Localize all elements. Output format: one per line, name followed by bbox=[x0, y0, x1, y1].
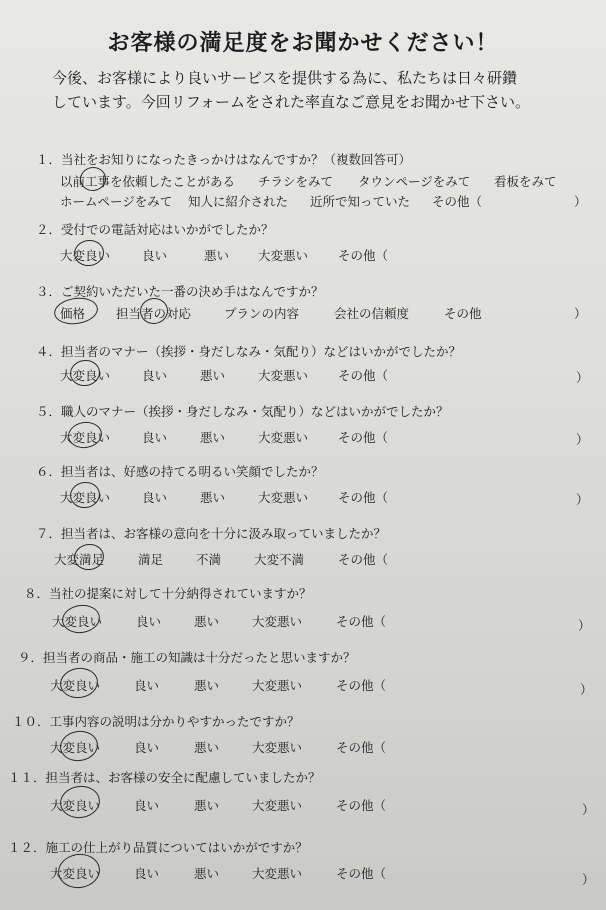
option[interactable]: 良い bbox=[134, 866, 160, 881]
option[interactable]: 大変良い bbox=[50, 798, 101, 813]
option[interactable]: 不満 bbox=[196, 552, 222, 567]
intro-text bbox=[52, 66, 592, 114]
option[interactable]: その他（ bbox=[336, 740, 387, 755]
option[interactable]: 大変良い bbox=[60, 430, 111, 445]
option[interactable]: 大変悪い bbox=[252, 678, 303, 693]
option[interactable]: ホームページをみて bbox=[60, 194, 173, 209]
option[interactable]: 悪い bbox=[194, 866, 220, 881]
option[interactable]: 看板をみて bbox=[494, 174, 557, 189]
option[interactable]: 大変悪い bbox=[258, 248, 309, 263]
option[interactable]: 価格 bbox=[60, 306, 86, 321]
option[interactable]: 良い bbox=[142, 490, 168, 505]
option[interactable]: タウンページをみて bbox=[358, 174, 471, 189]
answer-circle bbox=[58, 666, 100, 701]
question-number: １１． bbox=[8, 770, 46, 785]
option[interactable]: 大変悪い bbox=[252, 798, 303, 813]
option[interactable]: 悪い bbox=[194, 740, 220, 755]
option[interactable]: その他（ bbox=[338, 490, 389, 505]
question-number: ９． bbox=[18, 650, 44, 665]
option[interactable]: その他（ bbox=[338, 552, 389, 567]
option[interactable]: その他（ bbox=[432, 194, 483, 209]
option[interactable]: プランの内容 bbox=[224, 306, 300, 321]
question-text: 担当者のマナー（挨拶・身だしなみ・気配り）などはいかがでしたか？ bbox=[61, 344, 462, 359]
option[interactable]: 良い bbox=[136, 614, 162, 629]
option[interactable]: その他（ bbox=[338, 430, 389, 445]
option[interactable]: 大変悪い bbox=[258, 430, 309, 445]
option[interactable]: その他（ bbox=[336, 678, 387, 693]
option[interactable]: 満足 bbox=[138, 552, 164, 567]
option[interactable]: 大変悪い bbox=[252, 740, 303, 755]
option[interactable]: 大変良い bbox=[52, 614, 103, 629]
option[interactable]: 大変悪い bbox=[252, 614, 303, 629]
option[interactable]: 悪い bbox=[194, 678, 220, 693]
close-paren: ） bbox=[580, 682, 593, 697]
close-paren: ） bbox=[576, 370, 589, 385]
question-text: 担当者は、お客様の意向を十分に汲み取っていましたか？ bbox=[61, 526, 387, 541]
option[interactable]: 大変良い bbox=[60, 248, 111, 263]
option[interactable]: 悪い bbox=[200, 368, 226, 383]
question-text: 担当者の商品・施工の知識は十分だったと思いますか？ bbox=[43, 650, 356, 665]
close-paren: ） bbox=[574, 194, 587, 209]
question-text: 担当者は、お客様の安全に配慮していましたか？ bbox=[45, 770, 321, 785]
option[interactable]: 大変満足 bbox=[54, 552, 105, 567]
option[interactable]: 大変悪い bbox=[258, 490, 309, 505]
option[interactable]: 知人に紹介された bbox=[188, 194, 289, 209]
page-title: お客様の満足度をお聞かせください！ bbox=[107, 31, 499, 56]
option[interactable]: その他 bbox=[444, 306, 482, 321]
option[interactable]: 良い bbox=[142, 430, 168, 445]
question-number: ７． bbox=[36, 526, 62, 541]
option[interactable]: 悪い bbox=[204, 248, 230, 263]
option[interactable]: 良い bbox=[134, 740, 160, 755]
intro-line: 今後、お客様により良いサービスを提供する為に、私たちは日々研鑽 bbox=[52, 69, 518, 87]
option[interactable]: 担当者の対応 bbox=[116, 306, 192, 321]
question-text: 受付での電話対応はいかがでしたか？ bbox=[61, 222, 274, 237]
question-text: 施工の仕上がり品質についてはいかがですか？ bbox=[45, 840, 308, 855]
option[interactable]: 近所で知っていた bbox=[310, 194, 411, 209]
option[interactable]: チラシをみて bbox=[258, 174, 334, 189]
option[interactable]: その他（ bbox=[336, 798, 387, 813]
option[interactable]: 大変良い bbox=[50, 866, 101, 881]
option[interactable]: 良い bbox=[142, 248, 168, 263]
option[interactable]: 悪い bbox=[194, 614, 220, 629]
option[interactable]: 大変良い bbox=[60, 368, 111, 383]
option[interactable]: 大変良い bbox=[50, 740, 101, 755]
option[interactable]: 悪い bbox=[194, 798, 220, 813]
question-text: 当社の提案に対して十分納得されていますか？ bbox=[49, 586, 312, 601]
option[interactable]: その他（ bbox=[336, 614, 387, 629]
option[interactable]: 悪い bbox=[200, 430, 226, 445]
question-number: ３． bbox=[36, 284, 62, 299]
option[interactable]: 大変良い bbox=[60, 490, 111, 505]
close-paren: ） bbox=[582, 802, 595, 817]
question-number: １０． bbox=[12, 714, 50, 729]
option[interactable]: その他（ bbox=[338, 248, 389, 263]
question-text: 担当者は、好感の持てる明るい笑顔でしたか？ bbox=[61, 464, 324, 479]
answer-circle bbox=[58, 783, 102, 820]
answer-circle bbox=[56, 851, 102, 891]
question-number: ８． bbox=[24, 586, 50, 601]
option[interactable]: 以前工事を依頼したことがある bbox=[60, 174, 236, 189]
option[interactable]: 良い bbox=[134, 798, 160, 813]
question-text: 工事内容の説明は分かりやすかったですか？ bbox=[49, 714, 300, 729]
intro-line: しています。今回リフォームをされた率直なご意見をお聞かせ下さい。 bbox=[52, 93, 531, 111]
question-number: ４． bbox=[36, 344, 62, 359]
close-paren: ） bbox=[576, 432, 589, 447]
close-paren: ） bbox=[576, 492, 589, 507]
close-paren: ） bbox=[582, 872, 595, 887]
option[interactable]: 会社の信頼度 bbox=[334, 306, 410, 321]
question-number: ６． bbox=[36, 464, 62, 479]
option[interactable]: その他（ bbox=[336, 866, 387, 881]
option[interactable]: 良い bbox=[134, 678, 160, 693]
option[interactable]: 大変不満 bbox=[254, 552, 305, 567]
question-number: ２． bbox=[36, 222, 62, 237]
close-paren: ） bbox=[578, 618, 591, 633]
option[interactable]: 良い bbox=[142, 368, 168, 383]
close-paren: ） bbox=[574, 306, 587, 321]
question-number: １２． bbox=[8, 840, 46, 855]
question-number: ５． bbox=[36, 404, 62, 419]
answer-circle bbox=[58, 729, 100, 764]
question-text: 職人のマナー（挨拶・身だしなみ・気配り）などはいかがでしたか？ bbox=[61, 404, 449, 419]
question-text: 当社をお知りになったきっかけはなんですか？（複数回答可） bbox=[61, 152, 412, 167]
option[interactable]: 大変悪い bbox=[258, 368, 309, 383]
option[interactable]: 悪い bbox=[200, 490, 226, 505]
option[interactable]: 大変悪い bbox=[252, 866, 303, 881]
question-text: ご契約いただいた一番の決め手はなんですか？ bbox=[61, 284, 324, 299]
answer-circle bbox=[60, 602, 102, 635]
option[interactable]: その他（ bbox=[338, 368, 389, 383]
question-number: １． bbox=[36, 152, 62, 167]
option[interactable]: 大変良い bbox=[50, 678, 101, 693]
